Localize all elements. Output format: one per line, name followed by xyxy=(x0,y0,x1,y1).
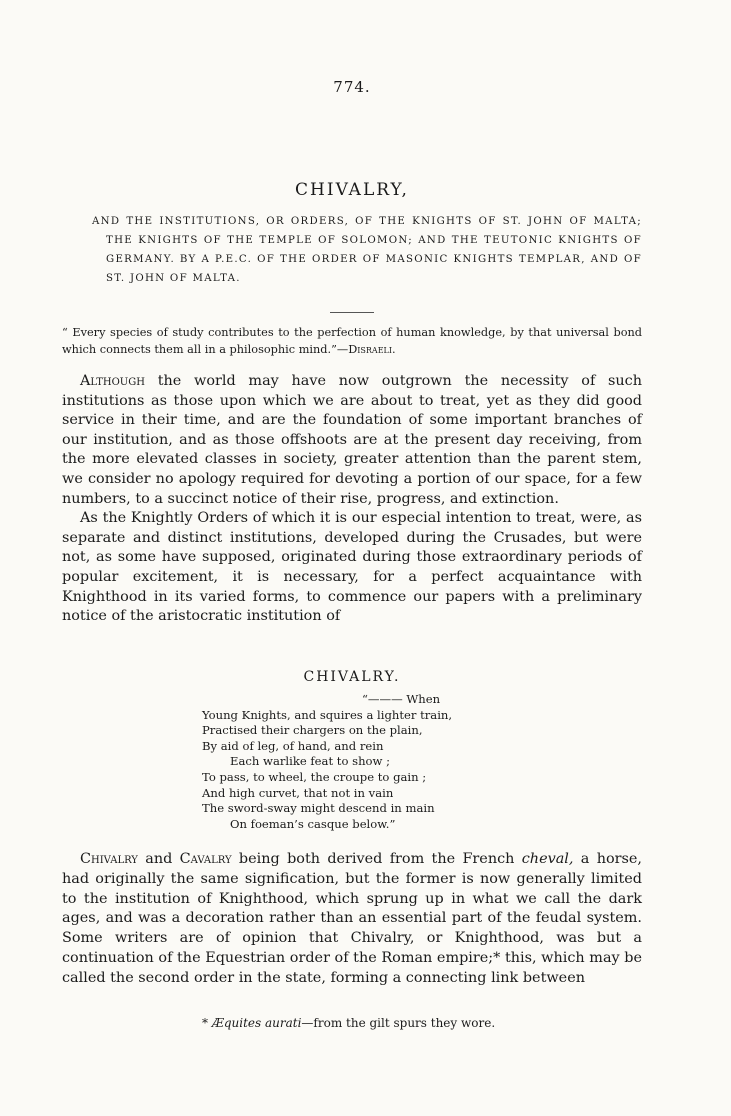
verse-line: And high curvet, that not in vain xyxy=(202,785,394,800)
verse-quote xyxy=(202,692,502,832)
footnote-mark: * xyxy=(202,1016,212,1030)
paragraph-2: As the Knightly Orders of which it is our especial intention to treat, were, as separate and distinct institutions, developed during the Crusades, but were not, as some have supposed, originated during those extraordinary periods of popular excitement, it is necessary, for a perfect acquaintance with Knighthood in its varied forms, to commence our papers with a preliminary notice of the aristocratic institution of xyxy=(62,510,642,625)
verse-line: To pass, to wheel, the croupe to gain ; xyxy=(202,769,427,784)
verse-line: Practised their chargers on the plain, xyxy=(202,723,423,738)
body-text-continued xyxy=(62,850,642,989)
article-title: CHIVALRY, xyxy=(295,180,409,200)
verse-line: Young Knights, and squires a lighter train, xyxy=(202,707,453,722)
section-heading: CHIVALRY. xyxy=(303,669,401,685)
paragraph-3-text-3: a horse, had originally the same signification, but the former is now generally limited to the institution of Knighthood, which sprung up in what we call the dark ages, and was a decoration rather than an essential part of the feudal system. Some writers are of opinion that Chivalry, or Knighthood, was but a continuation of the Equestrian order of the Roman empire;* this, which may be called the second order in the state, forming a connecting link between xyxy=(62,851,642,986)
verse-line: By aid of leg, of hand, and rein xyxy=(202,738,384,753)
epigraph-author: Disraeli. xyxy=(348,343,396,356)
paragraph-3-text-2: being both derived from the French xyxy=(231,851,522,867)
footnote-text: —from the gilt spurs they wore. xyxy=(301,1016,496,1030)
verse-line: The sword-sway might descend in main xyxy=(202,801,435,816)
footnote xyxy=(202,1016,622,1030)
epigraph xyxy=(62,324,642,358)
verse-line: “——— When xyxy=(362,692,441,706)
paragraph-3-italic: cheval, xyxy=(521,851,574,867)
body-text xyxy=(62,372,642,627)
article-subtitle: AND THE INSTITUTIONS, OR ORDERS, OF THE KNIGHTS OF ST. JOHN OF MALTA; THE KNIGHTS OF THE TEMPLE OF SOLOMON; AND THE TEUTONIC KNIGHTS OF GERMANY. BY A P.E.C. OF THE ORDER OF MASONIC KNIGHTS TEMPLAR, AND OF ST. JOHN OF MALTA. xyxy=(92,216,642,284)
paragraph-3-lead-1: Chivalry xyxy=(80,851,138,867)
paragraph-1-lead: Although xyxy=(80,373,145,389)
paragraph-3-lead-2: Cavalry xyxy=(179,851,232,867)
epigraph-text: “ Every species of study contributes to the perfection of human knowledge, by that universal bond which connects them all in a philosophic mind.”— xyxy=(62,326,642,356)
page-number: 774. xyxy=(333,78,371,96)
divider-rule xyxy=(330,312,374,313)
verse-line: On foeman’s casque below.” xyxy=(230,816,396,831)
paragraph-1-text: the world may have now outgrown the necessity of such institutions as those upon which we are about to treat, yet as they did good service in their time, and are the foundation of some important branches of our institution, and as those offshoots are at the present day receiving, from the more elevated classes in society, greater attention than the parent stem, we consider no apology required for devoting a portion of our space, for a few numbers, to a succinct notice of their rise, progress, and extinction. xyxy=(62,373,642,507)
footnote-italic: Æquites aurati xyxy=(211,1016,302,1030)
paragraph-3 xyxy=(62,850,642,989)
paragraph-3-text-1: and xyxy=(137,851,180,867)
paragraph-1 xyxy=(62,372,642,509)
verse-line: Each warlike feat to show ; xyxy=(230,754,391,769)
